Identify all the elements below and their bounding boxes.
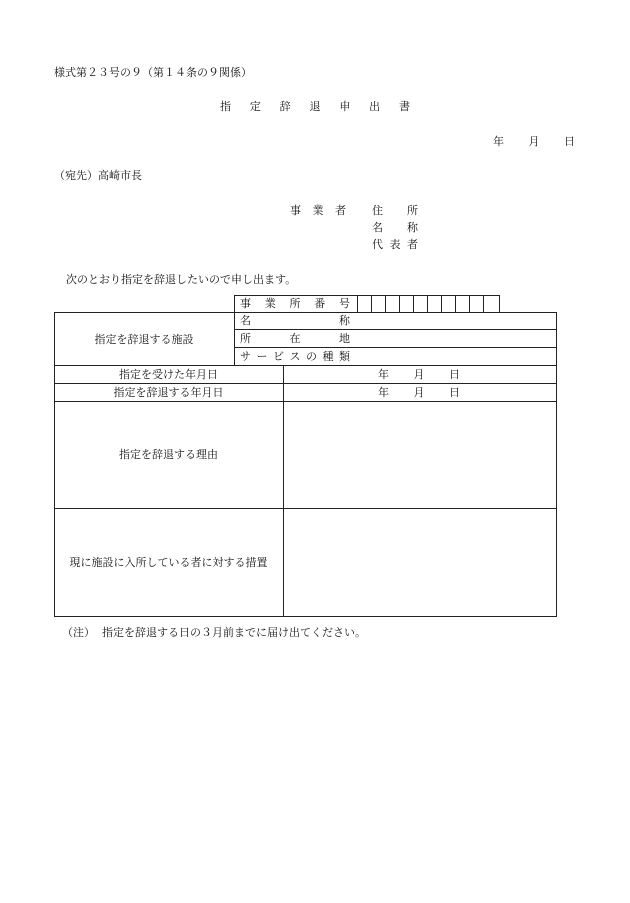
business-number-box[interactable] [399,295,413,312]
business-number-box[interactable] [413,295,427,312]
title-char: 辞 [279,100,291,113]
title-char: 退 [309,100,321,113]
applicant-address-label [372,204,418,217]
ymd-char: 年 [378,368,389,381]
business-number-box[interactable] [469,295,483,312]
fl-char: 在 [289,332,301,345]
form-number: 様式第２３号の９（第１４条の９関係） [54,66,252,79]
name-char: 名 [372,221,383,234]
fl-char: 地 [339,332,350,345]
applicant-char: 者 [335,204,346,217]
intro-text: 次のとおり指定を辞退したいので申し出ます。 [66,273,297,286]
st-char: 類 [339,350,350,363]
fl-char: 所 [240,332,251,345]
business-number-box[interactable] [385,295,399,312]
bn-char: 号 [339,297,350,310]
withdraw-date-label: 指定を辞退する年月日 [113,385,224,399]
date-day: 日 [564,135,575,148]
title-char: 定 [249,100,261,113]
title-char: 指 [220,100,231,113]
bn-char: 番 [314,297,326,310]
ymd-char: 日 [449,386,460,399]
applicant-name-label [372,221,418,234]
st-char: サ [240,350,251,363]
business-number-box[interactable] [441,295,455,312]
measures-label: 現に施設に入所している者に対する措置 [69,556,268,569]
service-type-label [240,350,350,363]
addressee: （宛先）高崎市長 [54,169,142,182]
applicant-representative-label [372,238,418,251]
note-prefix: （注） [62,626,95,639]
business-number-box[interactable] [357,295,371,312]
st-char: ビ [273,350,284,363]
bn-char: 事 [240,297,251,310]
ymd-char: 日 [449,368,460,381]
ymd-char: 月 [413,368,425,381]
st-char: ー [256,350,268,363]
business-number-label [240,297,350,310]
measures-field[interactable] [284,509,556,616]
title-char: 書 [398,100,410,113]
submission-date [493,135,575,148]
title-char: 申 [339,100,351,113]
designated-date-ymd [378,368,460,381]
rep-char: 表 [389,238,401,251]
title-char: 出 [369,100,381,113]
row-line [234,329,557,330]
reason-label: 指定を辞退する理由 [119,448,218,461]
bn-char: 所 [289,297,301,310]
form-title [220,100,410,113]
facility-label: 指定を辞退する施設 [94,332,194,346]
reason-field[interactable] [284,402,556,508]
facility-divider [234,312,235,366]
address-char: 所 [407,204,418,217]
business-number-box[interactable] [371,295,385,312]
applicant-label [290,204,346,217]
row-line [234,347,557,348]
st-char: ス [289,350,301,363]
ymd-char: 年 [378,386,389,399]
designated-date-label: 指定を受けた年月日 [119,367,218,381]
note-text: 指定を辞退する日の３月前までに届け出てください。 [102,626,366,639]
rep-char: 者 [407,238,418,251]
bn-char: 業 [264,297,276,310]
address-char: 住 [372,204,383,217]
st-char: の [306,350,317,363]
fn-char: 称 [339,314,350,327]
facility-location-label [240,332,350,345]
ymd-char: 月 [413,386,425,399]
date-year: 年 [493,135,504,148]
withdraw-date-ymd [378,386,460,399]
applicant-char: 事 [290,204,301,217]
name-char: 称 [407,221,418,234]
business-number-box[interactable] [483,295,497,312]
st-char: 種 [322,350,334,363]
date-month: 月 [528,135,540,148]
rep-char: 代 [372,238,383,251]
applicant-char: 業 [312,204,324,217]
business-number-box[interactable] [455,295,469,312]
fn-char: 名 [240,314,251,327]
business-number-box[interactable] [427,295,441,312]
facility-name-label [240,314,350,327]
